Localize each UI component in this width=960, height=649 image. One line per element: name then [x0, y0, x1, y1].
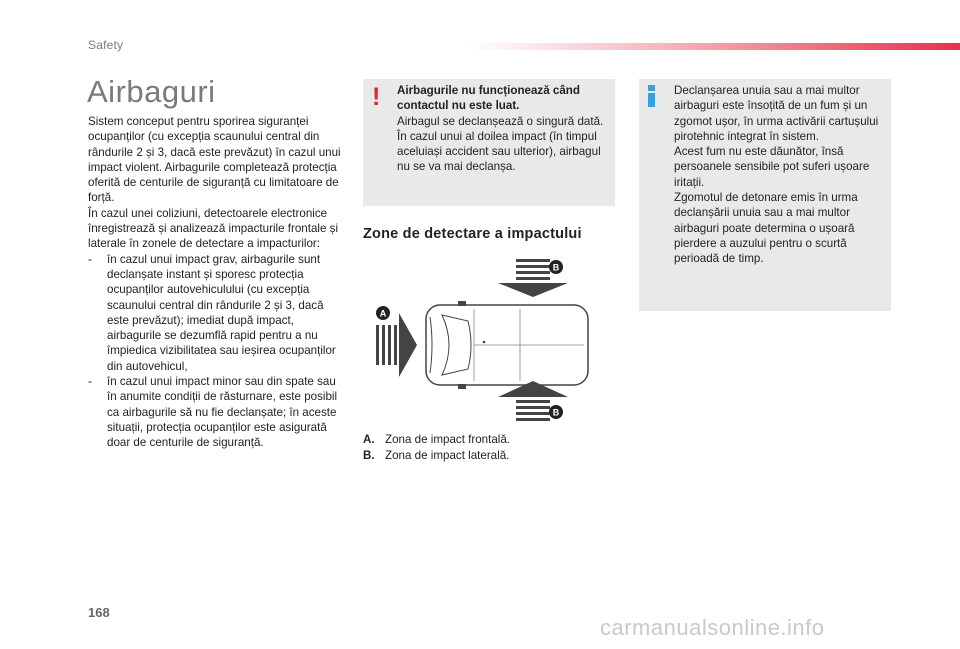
intro-paragraph-1: Sistem conceput pentru sporirea siguranței ocupanților (cu excepția scaunului central din rândurile 2 și 3, dacă este prevăzut) în cazul unui impact violent. Airbagurile completează protecția oferită de centurile de siguranță cu limitatoare de forță. — [88, 115, 341, 205]
bullet-text: în cazul unui impact grav, airbagurile sunt declanșate instant și sporesc protecția ocupanților autovehiculului (cu excepția scaunului central din rândurile 2 și 3, dacă este prevăzut); imediat după impact, airbagurile se dezumflă rapid pentru a nu împiedica vizibilitatea sau ieșirea ocupanților din autovehicul, — [107, 252, 336, 373]
bullet-text: în cazul unui impact minor sau din spate sau în anumite condiții de răsturnare, este posibil ca airbagurile să nu fie declanșate; în aceste situații, protecția ocupanților este asigurată doar de centurile de siguranță. — [107, 375, 338, 450]
zones-legend — [363, 432, 510, 463]
section-label: Safety — [88, 38, 124, 52]
page-number: 168 — [88, 605, 110, 620]
bullet-dash: - — [88, 375, 92, 389]
warning-box — [363, 79, 615, 206]
intro-bullet-list — [88, 252, 346, 451]
zone-a-label: A — [379, 308, 387, 319]
info-box — [639, 79, 891, 311]
list-item — [88, 252, 346, 374]
header-accent-bar — [470, 43, 960, 50]
legend-key: A. — [363, 433, 375, 446]
vehicle-top-view-icon — [426, 301, 588, 389]
zone-b-bottom-label: B — [552, 407, 560, 418]
list-item — [88, 374, 346, 450]
warning-body: Airbagul se declanșează o singură dată. În cazul unui al doilea impact (în timpul aceluiași accident sau ulterior), airbagul nu se va mai declanșa. — [397, 114, 604, 174]
page-title: Airbaguri — [87, 74, 216, 109]
legend-text: Zona de impact frontală. — [385, 433, 511, 446]
info-icon — [648, 85, 655, 107]
front-impact-arrow-icon — [376, 313, 417, 377]
bullet-dash: - — [88, 252, 92, 266]
impact-zones-diagram — [370, 255, 600, 425]
legend-key: B. — [363, 448, 375, 462]
intro-paragraph-2: În cazul unei coliziuni, detectoarele electronice înregistrează și analizează impacturile frontale și laterale în zonele de detectare a impacturilor: — [88, 206, 339, 251]
legend-item-b — [363, 448, 510, 464]
warning-text — [397, 83, 607, 175]
intro-text — [88, 114, 346, 451]
warning-exclamation-icon: ! — [372, 83, 381, 111]
legend-text: Zona de impact laterală. — [385, 448, 510, 462]
watermark: carmanualsonline.info — [600, 615, 825, 640]
info-paragraph-1: Declanșarea unuia sau a mai multor airbaguri este însoțită de un fum și un zgomot ușor, în urma activării cartușului pirotehnic integrat în sistem. — [674, 84, 879, 143]
info-paragraph-3: Zgomotul de detonare emis în urma declanșării unuia sau a mai multor airbaguri poate determina o ușoară pierdere a auzului pentru o scurtă perioadă de timp. — [674, 191, 858, 266]
warning-heading: Airbagurile nu funcționează când contactul nu este luat. — [397, 84, 580, 113]
zones-heading: Zone de detectare a impactului — [363, 226, 582, 242]
info-text — [674, 83, 886, 267]
zone-b-top-label: B — [552, 262, 560, 273]
info-paragraph-2: Acest fum nu este dăunător, însă persoanele sensibile pot suferi ușoare iritații. — [674, 145, 870, 189]
legend-item-a — [363, 432, 510, 448]
